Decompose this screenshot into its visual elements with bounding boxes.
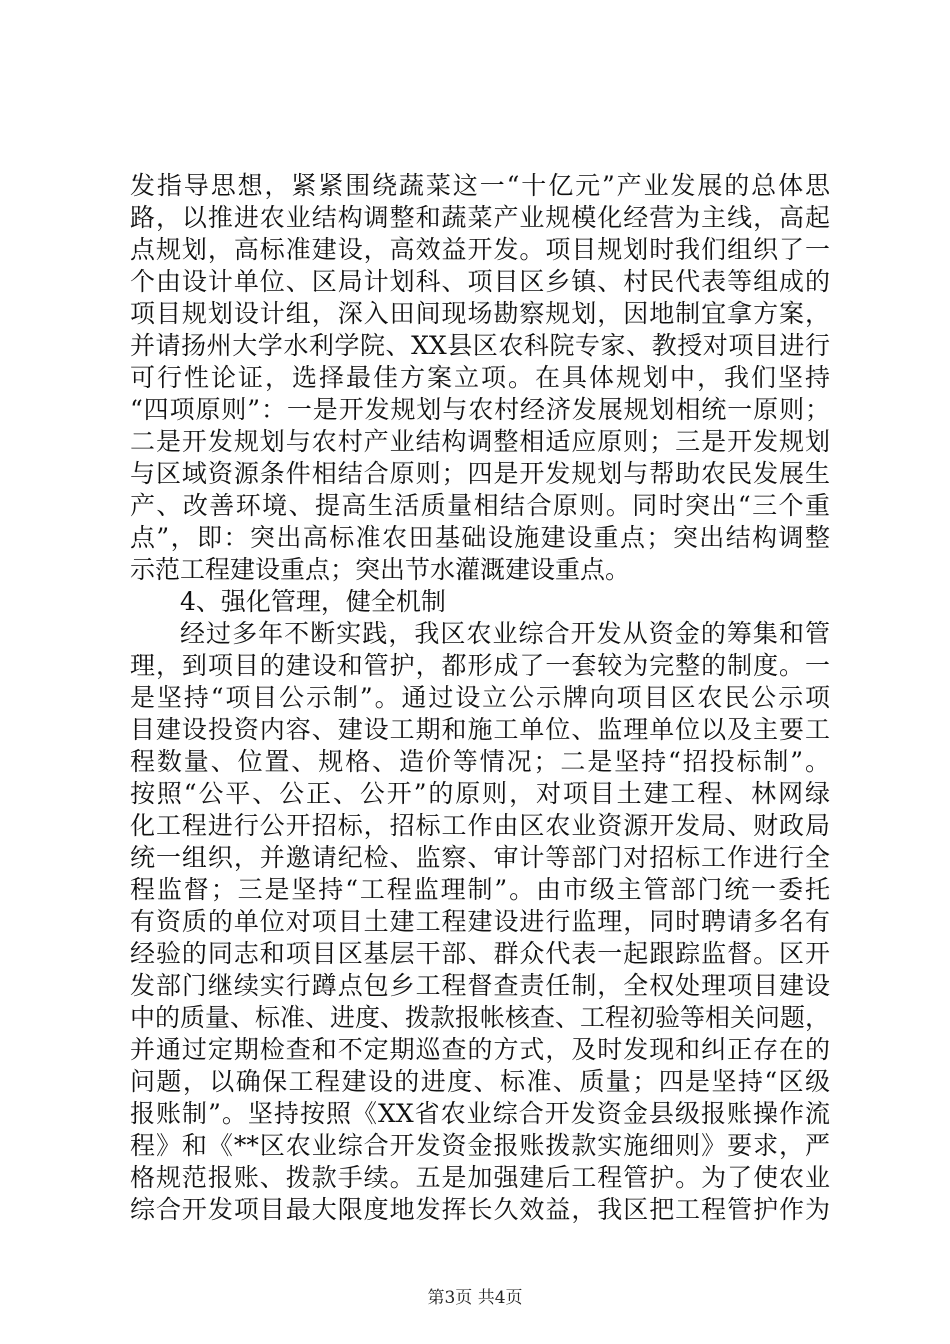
section-line: 经过多年不断实践，我区农业综合开发从资金的筹集和管 bbox=[180, 619, 830, 648]
section-line: 有资质的单位对项目土建工程建设进行监理，同时聘请多名有 bbox=[130, 907, 830, 936]
body-line: 路，以推进农业结构调整和蔬菜产业规模化经营为主线，高起 bbox=[130, 203, 830, 232]
body-line: 二是开发规划与农村产业结构调整相适应原则；三是开发规划 bbox=[130, 427, 830, 456]
section-line: 是坚持“项目公示制”。通过设立公示牌向项目区农民公示项 bbox=[130, 683, 830, 712]
section-line: 按照“公平、公正、公开”的原则，对项目土建工程、林网绿 bbox=[130, 779, 830, 808]
section-line: 发部门继续实行蹲点包乡工程督查责任制，全权处理项目建设 bbox=[130, 971, 830, 1000]
section-line: 综合开发项目最大限度地发挥长久效益，我区把工程管护作为 bbox=[130, 1195, 830, 1224]
body-line: 个由设计单位、区局计划科、项目区乡镇、村民代表等组成的 bbox=[130, 267, 830, 296]
body-line: 示范工程建设重点；突出节水灌溉建设重点。 bbox=[130, 555, 631, 584]
body-line: 点规划，高标准建设，高效益开发。项目规划时我们组织了一 bbox=[130, 235, 830, 264]
section-line: 并通过定期检查和不定期巡查的方式，及时发现和纠正存在的 bbox=[130, 1035, 830, 1064]
section-line: 程数量、位置、规格、造价等情况；二是坚持“招投标制”。 bbox=[130, 747, 830, 776]
section-line: 统一组织，并邀请纪检、监察、审计等部门对招标工作进行全 bbox=[130, 843, 830, 872]
section-line: 格规范报账、拨款手续。五是加强建后工程管护。为了使农业 bbox=[130, 1163, 830, 1192]
body-line: 产、改善环境、提高生活质量相结合原则。同时突出“三个重 bbox=[130, 491, 830, 520]
body-line: 与区域资源条件相结合原则；四是开发规划与帮助农民发展生 bbox=[130, 459, 830, 488]
body-line: 发指导思想，紧紧围绕蔬菜这一“十亿元”产业发展的总体思 bbox=[130, 171, 830, 200]
document-body bbox=[130, 170, 830, 1226]
page-number: 第3页 共4页 bbox=[427, 1288, 523, 1308]
section-line: 报账制”。坚持按照《XX省农业综合开发资金县级报账操作流 bbox=[130, 1099, 830, 1128]
section-line: 目建设投资内容、建设工期和施工单位、监理单位以及主要工 bbox=[130, 715, 830, 744]
section-line: 问题，以确保工程建设的进度、标准、质量；四是坚持“区级 bbox=[130, 1067, 830, 1096]
section-line: 理，到项目的建设和管护，都形成了一套较为完整的制度。一 bbox=[130, 651, 830, 680]
section-line: 经验的同志和项目区基层干部、群众代表一起跟踪监督。区开 bbox=[130, 939, 830, 968]
body-line: 项目规划设计组，深入田间现场勘察规划，因地制宜拿方案， bbox=[130, 299, 830, 328]
body-line: 并请扬州大学水利学院、XX县区农科院专家、教授对项目进行 bbox=[130, 331, 830, 360]
body-line: 可行性论证，选择最佳方案立项。在具体规划中，我们坚持 bbox=[130, 363, 830, 392]
section-line: 中的质量、标准、进度、拨款报帐核查、工程初验等相关问题， bbox=[130, 1003, 830, 1032]
section-heading: 4、强化管理，健全机制 bbox=[180, 587, 446, 616]
section-line: 化工程进行公开招标，招标工作由区农业资源开发局、财政局 bbox=[130, 811, 830, 840]
section-line: 程监督；三是坚持“工程监理制”。由市级主管部门统一委托 bbox=[130, 875, 830, 904]
body-line: “四项原则”：一是开发规划与农村经济发展规划相统一原则； bbox=[130, 395, 830, 424]
body-line: 点”，即：突出高标准农田基础设施建设重点；突出结构调整 bbox=[130, 523, 830, 552]
section-line: 程》和《**区农业综合开发资金报账拨款实施细则》要求，严 bbox=[130, 1131, 830, 1160]
